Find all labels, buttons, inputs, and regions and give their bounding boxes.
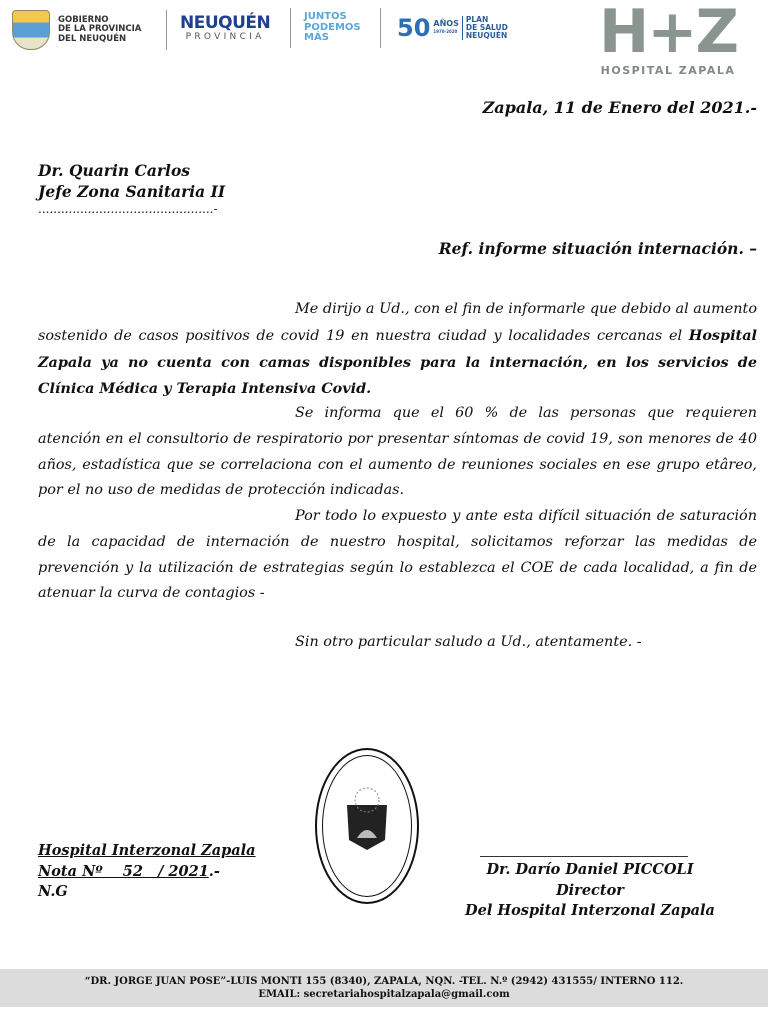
anos-text: AÑOS [433, 19, 459, 28]
gobierno-line: DEL NEUQUÉN [58, 33, 127, 44]
recipient-block [38, 160, 225, 216]
anos-block [433, 20, 458, 36]
neuquen-logo [180, 14, 270, 42]
p2-text: Se informa que el 60 % de las personas que requieren atención en el consultorio de respiratorio por presentar síntomas de covid 19, son menores de 40 años, estadística que se correlaciona con el aumento de reuniones sociales en ese grupo etâreo, por el no uso de medidas de protección indicadas. [38, 405, 757, 499]
letterhead-footer [0, 969, 768, 1007]
letter-date: Zapala, 11 de Enero del 2021.- [482, 98, 757, 117]
fifty-text: 50 [397, 14, 431, 42]
gobierno-logo [12, 10, 141, 50]
juntos-line: JUNTOS [304, 11, 347, 22]
recipient-title: Jefe Zona Sanitaria II [38, 182, 226, 201]
plan-line: PLAN [465, 15, 489, 24]
plan-line: DE SALUD [465, 23, 508, 32]
hospital-zapala-logo [582, 0, 754, 77]
plan-line: NEUQUÉN [465, 31, 508, 40]
official-stamp [315, 748, 419, 904]
signer-org: Del Hospital Interzonal Zapala [465, 902, 715, 919]
note-suffix: .- [208, 862, 220, 880]
divider [166, 10, 167, 50]
body-paragraph-1 [38, 297, 757, 403]
hospital-name: Hospital Interzonal Zapala [38, 842, 256, 859]
gobierno-line: DE LA PROVINCIA [58, 24, 142, 35]
body-paragraph-3 [38, 504, 757, 607]
neuquen-text: NEUQUÉN [180, 13, 271, 33]
body-paragraph-2 [38, 401, 757, 504]
p3-text: Por todo lo expuesto y ante esta difícil situación de saturación de la capacidad de internación de nuestro hospital, solicitamos reforzar las medidas de prevención y la utilización de estrategias según lo establezca el COE de cada localidad, a fin de atenuar la curva de contagios - [38, 508, 757, 602]
gobierno-line: GOBIERNO [58, 14, 109, 25]
closing-paragraph [38, 630, 757, 656]
plan-block [462, 16, 508, 40]
recipient-dots: ..............................................- [38, 202, 218, 216]
signer-block [450, 860, 730, 922]
p1-text: Me dirijo a Ud., con el fin de informarle que debido al aumento sostenido de casos positivos de covid 19 en nuestra ciudad y localidades cercanas el [38, 301, 757, 344]
plan-salud-logo [397, 16, 508, 40]
footer-email: EMAIL: secretariahospitalzapala@gmail.com [258, 989, 510, 1000]
closing-text: Sin otro particular saludo a Ud., atentamente. - [295, 634, 642, 650]
signature-line [480, 856, 688, 857]
juntos-line: MÁS [304, 32, 329, 43]
signer-name: Dr. Darío Daniel PICCOLI [486, 861, 694, 878]
note-number: Nota Nº 52 / 2021 [38, 862, 209, 880]
hz-name: HOSPITAL ZAPALA [600, 64, 736, 77]
reference-line: Ref. informe situación internación. – [438, 239, 757, 258]
p1-emphasis: Hospital Zapala ya no cuenta con camas disponibles para la internación, en los servicios de Clínica Médica y Terapia Intensiva Covid. [38, 326, 757, 398]
recipient-name: Dr. Quarin Carlos [38, 161, 191, 180]
stamp-emblem-icon [317, 750, 417, 902]
signer-role: Director [556, 881, 624, 899]
juntos-line: PODEMOS [304, 21, 361, 33]
provincia-text: PROVINCIA [185, 32, 265, 42]
divider [380, 8, 381, 48]
anos-range: 1970-2020 [433, 29, 458, 34]
hz-mark: H+Z [599, 0, 737, 67]
footer-address: “DR. JORGE JUAN POSE”-LUIS MONTI 155 (8340), ZAPALA, NQN. -TEL. N.º (2942) 431555/ INTERNO 112. [84, 976, 684, 987]
initials: N.G [38, 883, 68, 900]
note-reference [38, 841, 256, 903]
divider [290, 8, 291, 48]
juntos-logo [304, 12, 361, 44]
provincial-shield-icon [12, 10, 50, 50]
